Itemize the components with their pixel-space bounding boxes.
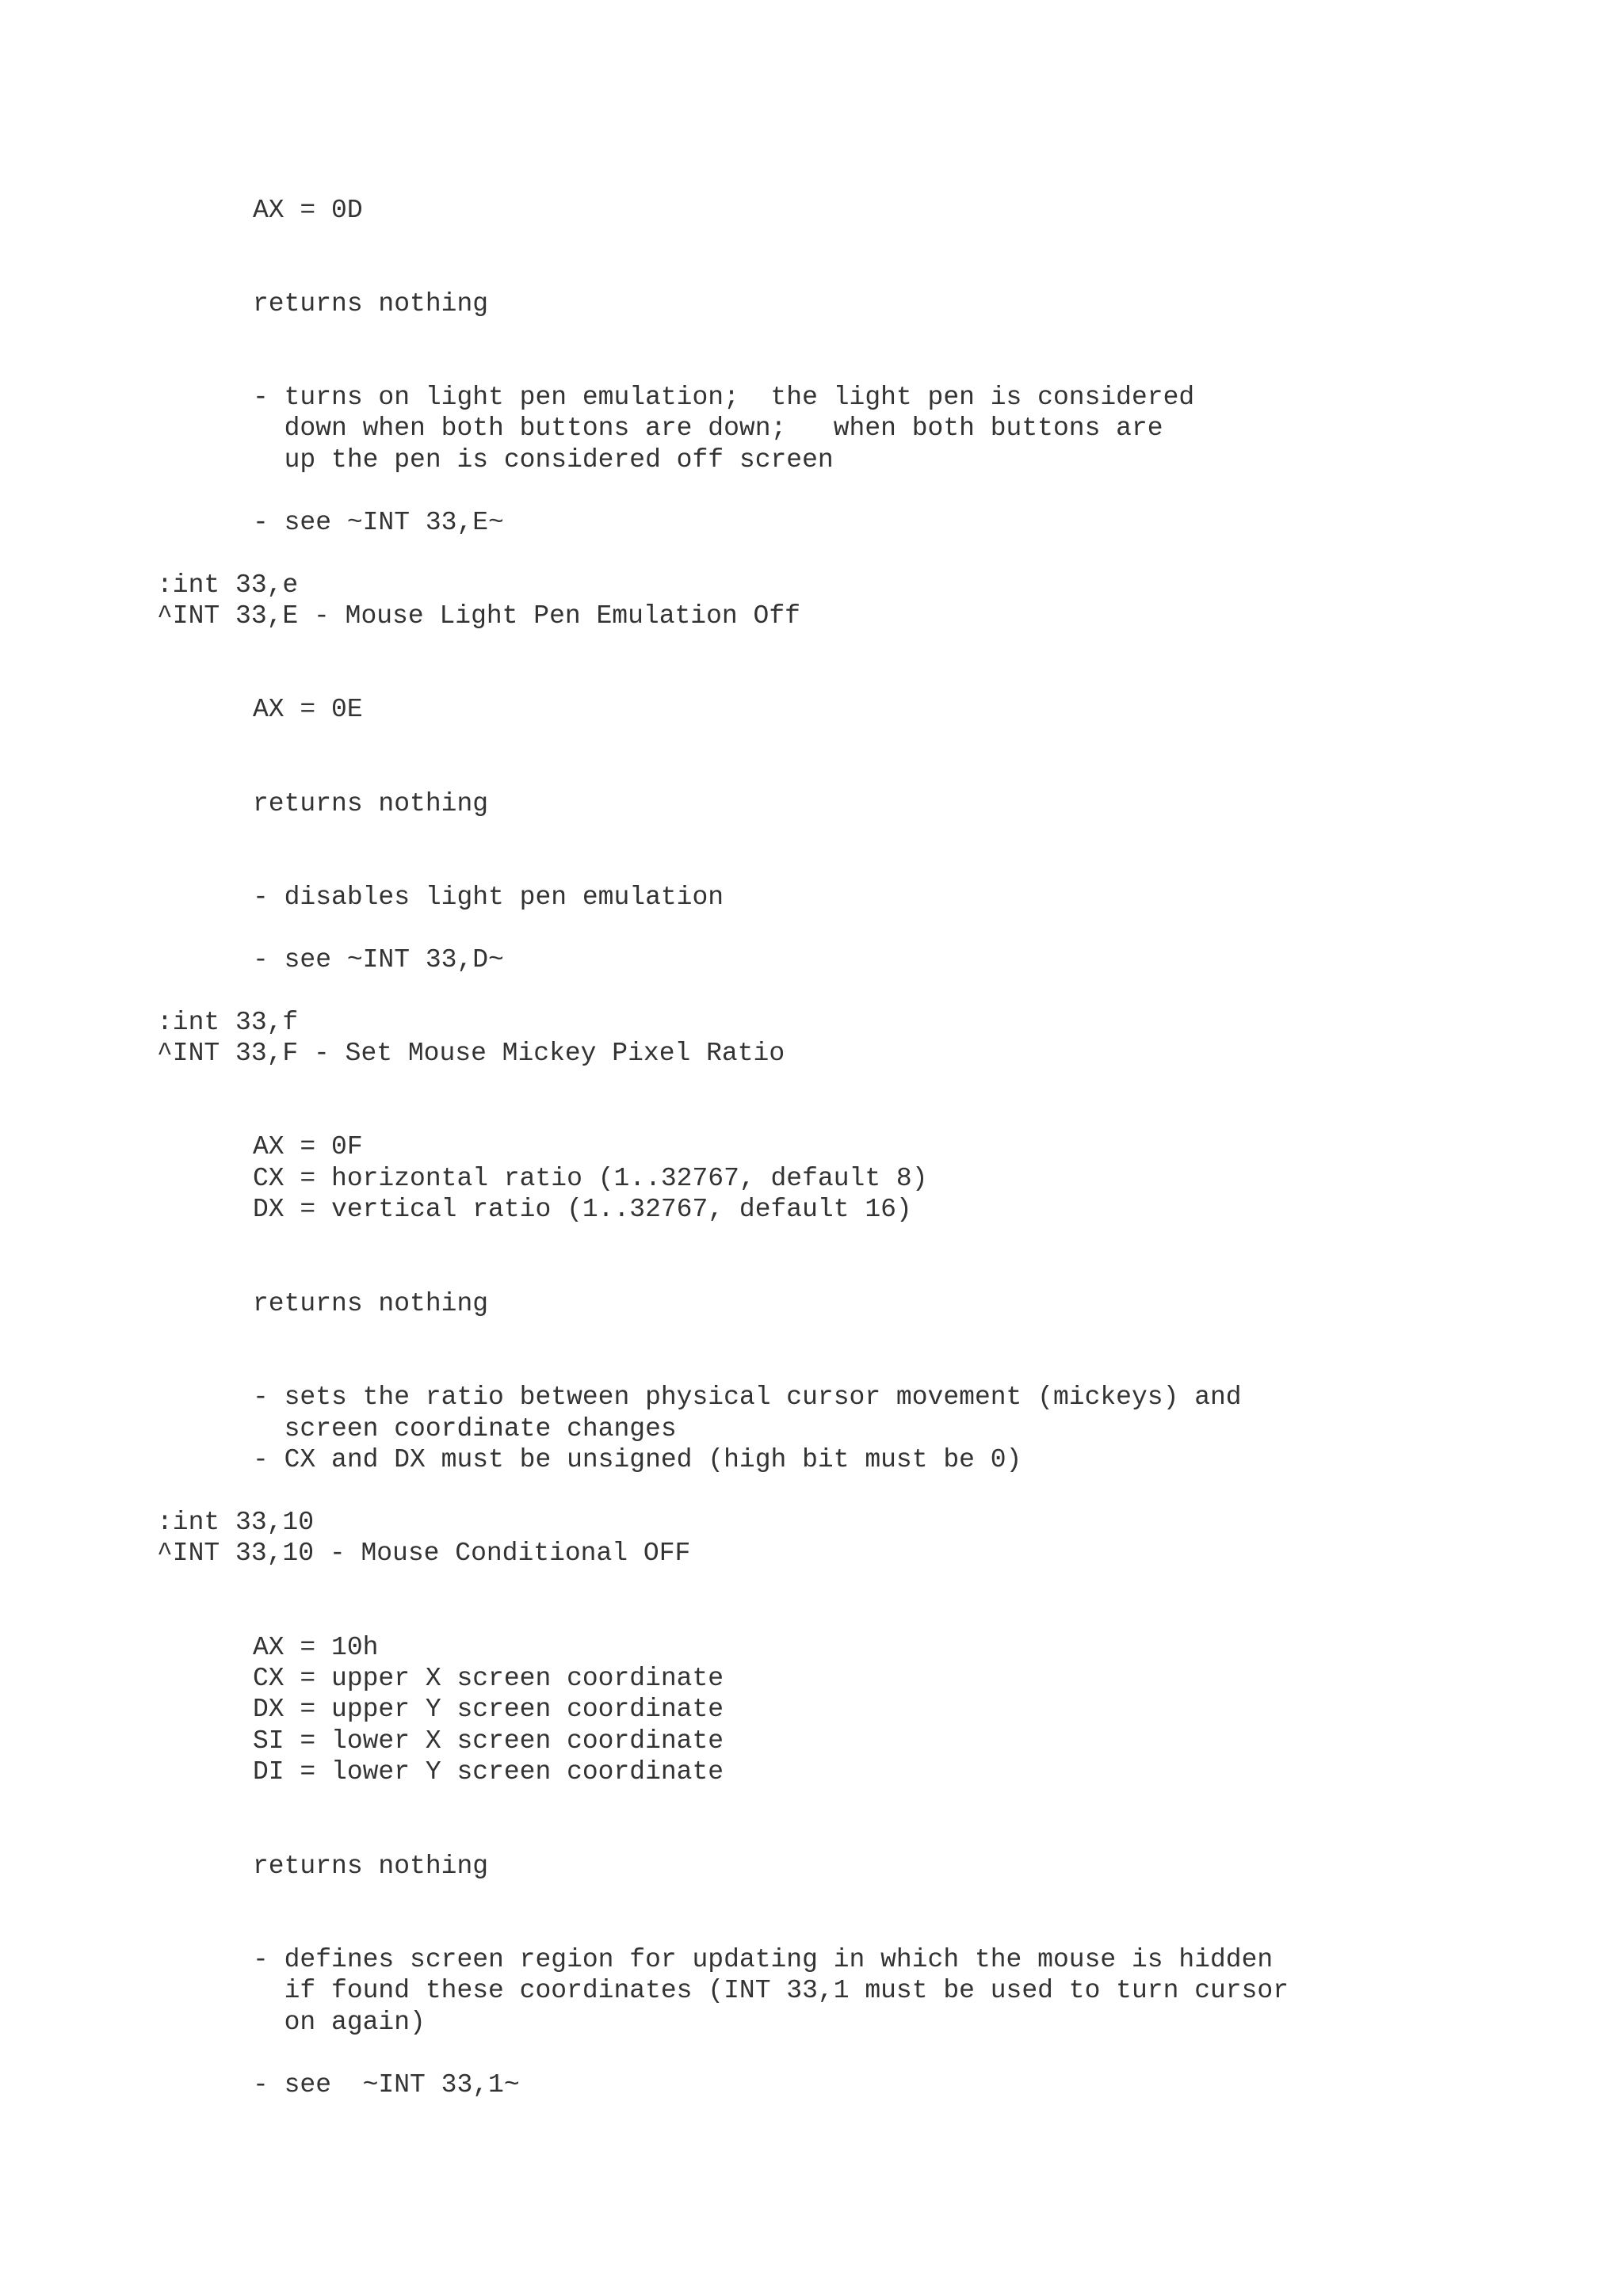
- register-line: CX = upper X screen coordinate: [253, 1664, 724, 1693]
- description-line: up the pen is considered off screen: [253, 445, 834, 475]
- returns-line: returns nothing: [253, 1289, 489, 1318]
- returns-line: returns nothing: [253, 789, 489, 818]
- register-line: AX = 10h: [253, 1633, 379, 1662]
- topic-tag: :int 33,e: [157, 570, 299, 600]
- section-heading: ^INT 33,10 - Mouse Conditional OFF: [157, 1539, 691, 1568]
- returns-line: returns nothing: [253, 289, 489, 318]
- returns-line: returns nothing: [253, 1852, 489, 1881]
- description-line: - sets the ratio between physical cursor movement (mickeys) and: [253, 1383, 1242, 1412]
- see-also-line: - see ~INT 33,D~: [253, 945, 504, 974]
- description-line: - disables light pen emulation: [253, 883, 724, 912]
- register-line: CX = horizontal ratio (1..32767, default 8): [253, 1164, 928, 1193]
- description-line: screen coordinate changes: [253, 1414, 677, 1444]
- description-line: - CX and DX must be unsigned (high bit must be 0): [253, 1445, 1022, 1474]
- see-also-line: - see ~INT 33,E~: [253, 508, 504, 537]
- register-line: AX = 0D: [253, 196, 363, 225]
- section-heading: ^INT 33,E - Mouse Light Pen Emulation Off: [157, 601, 800, 631]
- description-line: - defines screen region for updating in which the mouse is hidden: [253, 1945, 1274, 1974]
- register-line: DX = vertical ratio (1..32767, default 16): [253, 1195, 912, 1224]
- topic-tag: :int 33,f: [157, 1008, 299, 1037]
- section-heading: ^INT 33,F - Set Mouse Mickey Pixel Ratio: [157, 1039, 785, 1068]
- description-line: - turns on light pen emulation; the light pen is considered: [253, 383, 1195, 412]
- description-line: on again): [253, 2008, 426, 2037]
- register-line: AX = 0F: [253, 1132, 363, 1161]
- register-line: DI = lower Y screen coordinate: [253, 1757, 724, 1787]
- register-line: SI = lower X screen coordinate: [253, 1726, 724, 1756]
- topic-tag: :int 33,10: [157, 1508, 315, 1537]
- register-line: DX = upper Y screen coordinate: [253, 1695, 724, 1724]
- register-line: AX = 0E: [253, 695, 363, 724]
- see-also-line: - see ~INT 33,1~: [253, 2070, 520, 2100]
- description-line: down when both buttons are down; when both buttons are: [253, 414, 1163, 443]
- description-line: if found these coordinates (INT 33,1 must be used to turn cursor: [253, 1976, 1289, 2005]
